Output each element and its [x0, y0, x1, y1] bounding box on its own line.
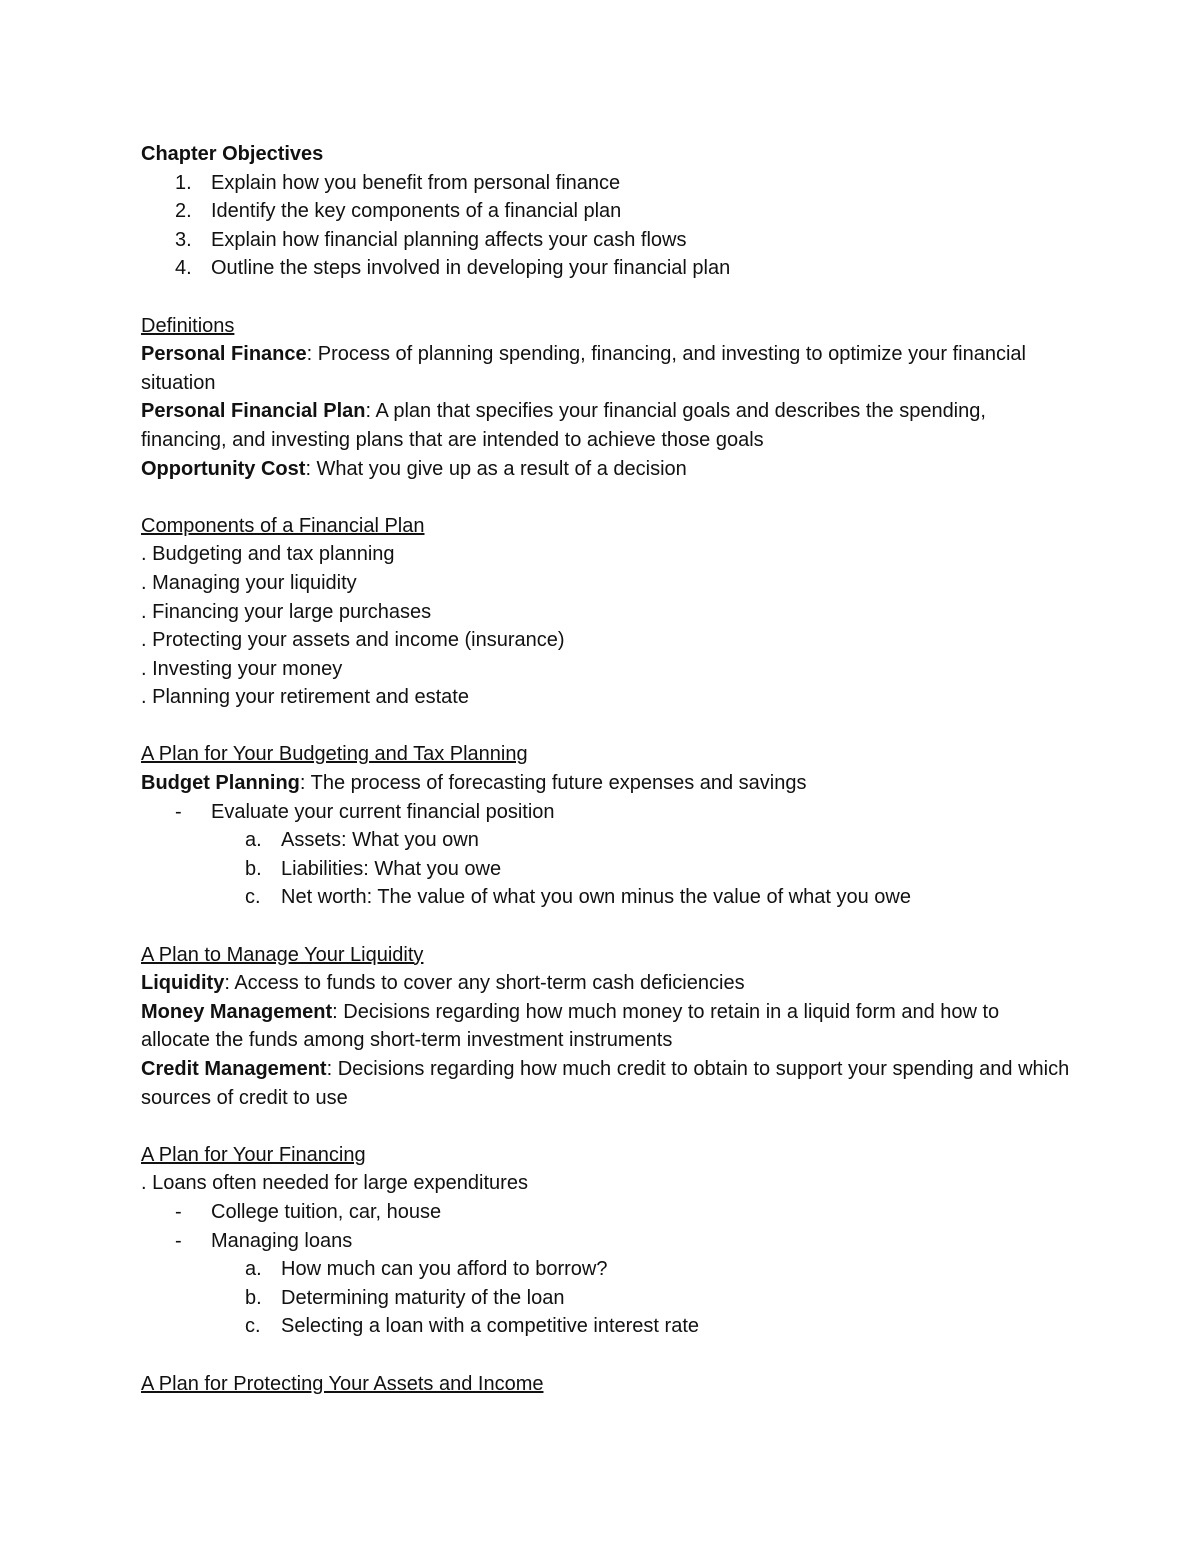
list-text: Selecting a loan with a competitive interest rate [281, 1315, 699, 1338]
letter-mark: b. [245, 857, 262, 880]
definition-personal-financial-plan [141, 397, 1071, 454]
spacer [141, 1341, 1071, 1370]
document-page [141, 140, 1071, 1398]
dash-item [141, 798, 1071, 827]
definition-text: : Decisions regarding how much credit to obtain to support your spending and which sources of credit to use [141, 1058, 1070, 1109]
list-text: Explain how financial planning affects your cash flows [211, 228, 687, 251]
letter-mark: a. [245, 829, 262, 852]
protecting-heading: A Plan for Protecting Your Assets and Income [141, 1372, 544, 1395]
dash-item [141, 1227, 1071, 1256]
objective-item [141, 226, 1071, 255]
list-text: Explain how you benefit from personal finance [211, 171, 621, 194]
spacer [141, 1112, 1071, 1141]
list-text: Managing loans [211, 1229, 353, 1252]
definition-term: Personal Finance [141, 343, 307, 366]
component-item: . Budgeting and tax planning [141, 543, 395, 566]
definition-term: Budget Planning [141, 772, 300, 795]
dash-mark: - [175, 800, 182, 823]
components-heading: Components of a Financial Plan [141, 514, 425, 537]
definition-credit-management [141, 1055, 1071, 1112]
list-text: Identify the key components of a financial plan [211, 200, 622, 223]
sub-item [141, 883, 1071, 912]
letter-mark: c. [245, 1315, 261, 1338]
sub-item [141, 826, 1071, 855]
objectives-title: Chapter Objectives [141, 143, 324, 165]
definition-text: : Access to funds to cover any short-term cash deficiencies [224, 972, 745, 995]
list-text: How much can you afford to borrow? [281, 1258, 608, 1281]
definition-term: Liquidity [141, 972, 225, 995]
definition-text: : The process of forecasting future expenses and savings [299, 772, 807, 795]
dash-mark: - [175, 1200, 182, 1223]
sub-item [141, 1312, 1071, 1341]
spacer [141, 283, 1071, 312]
sub-item [141, 855, 1071, 884]
letter-mark: b. [245, 1286, 262, 1309]
list-number: 3. [175, 228, 192, 251]
definition-opportunity-cost [141, 455, 1071, 484]
list-text: Outline the steps involved in developing your financial plan [211, 257, 731, 280]
list-number: 2. [175, 200, 192, 223]
component-item: . Planning your retirement and estate [141, 686, 469, 709]
component-item: . Investing your money [141, 657, 343, 680]
component-item: . Financing your large purchases [141, 600, 432, 623]
definitions-heading: Definitions [141, 314, 235, 337]
definition-liquidity [141, 969, 1071, 998]
spacer [141, 912, 1071, 941]
sub-item [141, 1284, 1071, 1313]
list-text: Evaluate your current financial position [211, 800, 555, 823]
list-text: Liabilities: What you owe [281, 857, 502, 880]
definition-term: Opportunity Cost [141, 457, 306, 480]
financing-heading: A Plan for Your Financing [141, 1143, 366, 1166]
objective-item [141, 169, 1071, 198]
budgeting-heading: A Plan for Your Budgeting and Tax Planning [141, 743, 528, 766]
definition-term: Money Management [141, 1000, 333, 1023]
component-item: . Managing your liquidity [141, 571, 357, 594]
definition-money-management [141, 998, 1071, 1055]
definition-personal-finance [141, 340, 1071, 397]
budget-planning-definition [141, 769, 1071, 798]
definition-text: : What you give up as a result of a decision [305, 457, 687, 480]
spacer [141, 712, 1071, 741]
sub-item [141, 1255, 1071, 1284]
objective-item [141, 197, 1071, 226]
definition-term: Credit Management [141, 1058, 327, 1080]
financing-intro: . Loans often needed for large expenditures [141, 1172, 528, 1195]
letter-mark: c. [245, 886, 261, 909]
spacer [141, 483, 1071, 512]
dash-mark: - [175, 1229, 182, 1252]
definition-text: : Decisions regarding how much money to retain in a liquid form and how to allocate the funds among short-term investment instruments [141, 1000, 1000, 1052]
objective-item [141, 254, 1071, 283]
dash-item [141, 1198, 1071, 1227]
definition-text: : A plan that specifies your financial goals and describes the spending, financing, and investing plans that are intended to achieve those goals [141, 400, 986, 451]
definition-text: : Process of planning spending, financing, and investing to optimize your financial situation [141, 343, 1026, 394]
liquidity-heading: A Plan to Manage Your Liquidity [141, 943, 424, 966]
list-number: 4. [175, 257, 192, 280]
letter-mark: a. [245, 1258, 262, 1281]
list-number: 1. [175, 171, 192, 194]
component-item: . Protecting your assets and income (insurance) [141, 629, 565, 652]
list-text: Assets: What you own [281, 829, 479, 852]
list-text: Determining maturity of the loan [281, 1286, 565, 1309]
definition-term: Personal Financial Plan [141, 400, 366, 423]
list-text: College tuition, car, house [211, 1200, 442, 1223]
list-text: Net worth: The value of what you own minus the value of what you owe [281, 886, 911, 909]
